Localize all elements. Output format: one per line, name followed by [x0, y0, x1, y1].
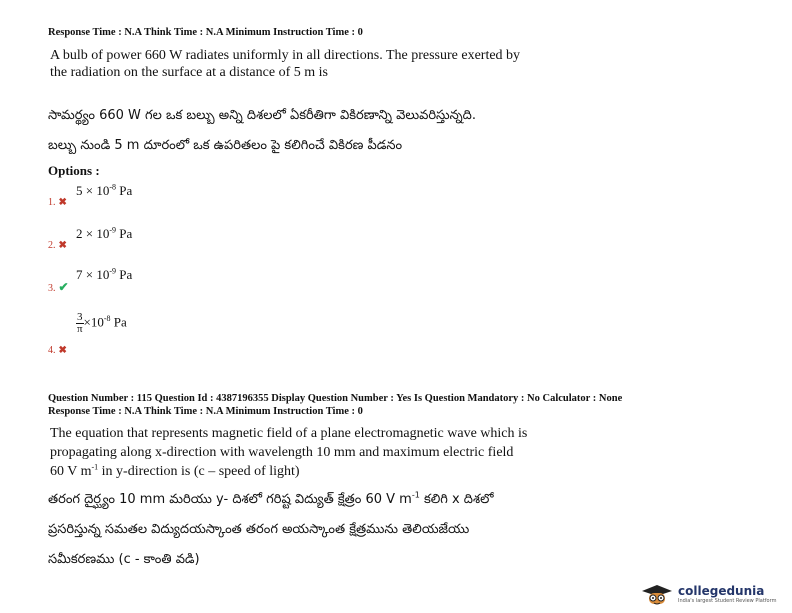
wrong-mark-icon: ✖: [58, 197, 67, 208]
response-time-meta: Response Time : N.A Think Time : N.A Minimum Instruction Time : 0: [48, 406, 363, 417]
telugu-text: తరంగ దైర్ఘ్యం 10 mm మరియు y- దిశలో గరిష్ట విద్యుత్ క్షేత్రం 60 V m: [48, 492, 412, 507]
fraction: [76, 312, 84, 335]
option-exponent: -8: [103, 314, 111, 324]
question-text-line-2: the radiation on the surface at a distance of 5 m is: [50, 65, 328, 80]
option-number: 2.: [48, 240, 56, 251]
telugu-question-line-1: సామర్థ్యం 660 W గల ఒక బల్బు అన్ని దిశలలో ఏకరీతిగా వికిరణాన్ని వెలువరిస్తున్నది.: [48, 108, 476, 123]
option-unit: Pa: [110, 314, 127, 330]
question-text: in y-direction is (c – speed of light): [98, 464, 300, 479]
telugu-question-line-1: [48, 492, 494, 510]
question-text-line-2: propagating along x-direction with wavelength 10 mm and maximum electric field: [50, 445, 514, 460]
option-2-number: [48, 235, 67, 253]
exponent: -1: [411, 490, 420, 500]
option-unit: Pa: [116, 267, 133, 282]
option-exponent: -9: [109, 225, 117, 235]
option-4[interactable]: [76, 312, 127, 335]
question-meta: Question Number : 115 Question Id : 4387196355 Display Question Number : Yes Is Question Mandatory : No Calculator : None: [48, 393, 623, 404]
option-1[interactable]: [76, 183, 132, 199]
question-text: 60 V m: [50, 464, 92, 479]
wrong-mark-icon: ✖: [58, 345, 67, 356]
logo-name: collegedunia: [678, 584, 765, 598]
option-exponent: -9: [109, 266, 117, 276]
telugu-text: కలిగి x దిశలో: [419, 492, 494, 507]
option-number: 3.: [48, 283, 56, 294]
telugu-question-line-2: ప్రసరిస్తున్న సమతల విద్యుదయస్కాంత తరంగ అయస్కాంత క్షేత్రమును తెలియజేయు: [48, 522, 470, 537]
fraction-denominator: π: [76, 323, 83, 335]
option-number: 4.: [48, 345, 56, 356]
option-exponent: -8: [109, 182, 117, 192]
option-number: 1.: [48, 197, 56, 208]
option-value: 5 × 10: [76, 183, 110, 198]
logo-tagline: India's largest Student Review Platform: [678, 598, 777, 604]
option-unit: Pa: [116, 183, 133, 198]
telugu-question-line-2: బల్బు నుండి 5 m దూరంలో ఒక ఉపరితలం పై కలిగించే వికిరణ పీడనం: [48, 138, 403, 153]
option-value: ×10: [83, 314, 104, 330]
option-2[interactable]: [76, 226, 132, 242]
question-text-line-1: A bulb of power 660 W radiates uniformly in all directions. The pressure exerted by: [50, 48, 521, 63]
question-text-line-1: The equation that represents magnetic field of a plane electromagnetic wave which is: [50, 426, 528, 441]
option-3[interactable]: [76, 267, 132, 283]
wrong-mark-icon: ✖: [58, 240, 67, 251]
option-3-number: [48, 278, 69, 296]
fraction-numerator: 3: [77, 311, 83, 323]
option-unit: Pa: [116, 226, 133, 241]
option-4-number: [48, 340, 67, 358]
response-time-meta: Response Time : N.A Think Time : N.A Minimum Instruction Time : 0: [48, 27, 363, 38]
collegedunia-logo: [640, 584, 790, 608]
option-value: 7 × 10: [76, 267, 110, 282]
telugu-question-line-3: సమీకరణము (c - కాంతి వడి): [48, 552, 200, 567]
correct-mark-icon: ✔: [58, 280, 69, 294]
option-value: 2 × 10: [76, 226, 110, 241]
option-1-number: [48, 192, 67, 210]
question-text-line-3: [50, 463, 300, 480]
options-label: Options :: [48, 163, 100, 178]
exponent: -1: [91, 462, 99, 472]
graduate-mascot-icon: [640, 584, 674, 608]
